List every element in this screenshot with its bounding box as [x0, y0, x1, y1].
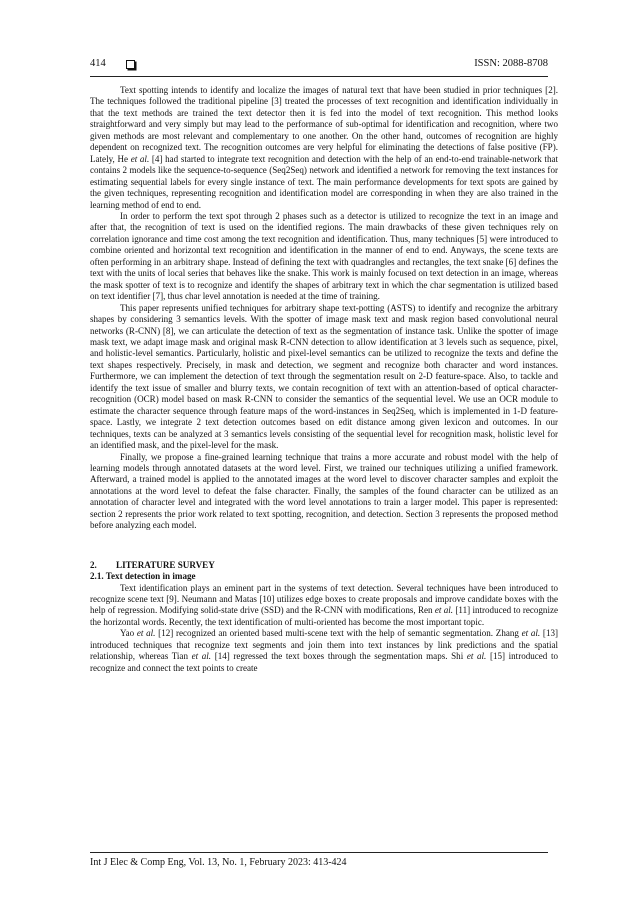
body-paragraph-2: In order to perform the text spot through 2 phases such as a detector is utilized to recognize the text in an image and after that, the recognition of text is used on the identified regions. The main drawbacks of these given techniques rely on correlation ignorance and time cost among the text recognition and identification. Thus, many techniques [5] were introduced to combine oriented and horizontal text recognition and identification in the manner of end to end. Anyways, the scene texts are often performing in an arbitrary shape. Instead of defining the text with quadrangles and rectangles, the text snake [6] defines the text with the units of local series that behaves like the snake. This work is mainly focused on text detection in an image, whereas the mask spotter of text is to recognize and identify the shapes of arbitrary text in which the char segmentation is utilized based on text identifier [7], thus char level annotation is needed at the time of training.	[90, 210, 558, 302]
page-number: 414	[90, 58, 106, 69]
body-paragraph-3: This paper represents unified techniques for arbitrary shape text-potting (ASTS) to identify and recognize the arbitrary shapes by considering 3 semantics levels. With the spotter of image mask text and mask region based convolutional neural networks (R-CNN) [8], we can articulate the detection of text as the segmentation of instance task. Unlike the spotter of image mask text, we adapt image mask and original mask R-CNN detection to allow identification at 3 levels such as sequence, pixel, and holistic-level semantics. Particularly, holistic and pixel-level semantics can be utilized to recognize the texts and define the text shapes respectively. Precisely, in mask and detection, we segment and recognize both character and word instances. Furthermore, we can implement the detection of text through the segmentation result on 2-D feature-space. Also, to tackle and identify the text issue of smaller and blurry texts, we contain recognition of text with an attention-based of optical character-recognition (OCR) model based on mask R-CNN to consider the semantics of the sequential level. We use an OCR module to estimate the character sequence through feature maps of the word-instances in Seq2Seq, which is implemented in 1-D feature-space. Lastly, we integrate 2 text detection outcomes based on edit distance among given lexicon and outcomes. In our techniques, texts can be analyzed at 3 semantics levels consisting of the sequential level for recognition mask, holistic level for an identified mask, and the pixel-level for the mask.	[90, 302, 558, 451]
journal-citation: Int J Elec & Comp Eng, Vol. 13, No. 1, February 2023: 413-424	[90, 857, 347, 868]
body-paragraph-4: Finally, we propose a fine-grained learning technique that trains a more accurate and robust model with the help of learning models through annotated datasets at the word level. First, we trained our techniques utilizing a unified framework. Afterward, a trained model is applied to the annotated images at the word level to discover character samples and exploit the annotations at the word level to defeat the false character. Finally, the samples of the found character can be utilized as an annotation of character level and integrated with the word level annotations to train a larger model. This paper is represented: section 2 represents the prior work related to text spotting, recognition, and detection. Section 3 represents the proposed method before analyzing each model.	[90, 451, 558, 531]
issn-label: ISSN: 2088-8708	[474, 58, 548, 69]
section-gap	[90, 532, 558, 560]
body-paragraph-1: Text spotting intends to identify and localize the images of natural text that have been studied in prior techniques [2]. The techniques followed the traditional pipeline [3] treated the processes of text recognition and identification individually in that the text methods are trained the text detector then it is fed into the model of text recognition. This method looks straightforward and very simply but may lead to the performance of sub-optimal for identification and recognition, where two given methods are most relevant and complementary to one another. On the other hand, outcomes of recognition are highly dependent on recognized text. The recognition outcomes are very helpful for eliminating the detections of false positive (FP). Lately, He et al. [4] had started to integrate text recognition and detection with the help of an end-to-end trainable-network that contains 2 models like the sequence-to-sequence (Seq2Seq) network and identified a network for removing the text instances for estimating sequential labels for every single instance of text. The main performance developments for text spots are gained by the given techniques, representing recognition and identification model are corresponding in when they are also trained in the learning method of end to end.	[90, 85, 559, 210]
section-heading	[90, 560, 558, 571]
section-paragraph-2: Yao et al. [12] recognized an oriented based multi-scene text with the help of semantic segmentation. Zhang et al. [13] introduced techniques that recognize text segments and join them into text instances by link predictions and the spatial relationship, whereas Tian et al. [14] regressed the text boxes through the segmentation maps. Shi et al. [15] introduced to recognize and connect the text points to create	[90, 628, 559, 673]
section-paragraph-1: Text identification plays an eminent part in the systems of text detection. Several techniques have been introduced to recognize scene text [9]. Neumann and Matas [10] utilizes edge boxes to create proposals and improve candidate boxes with the help of regression. Modifying solid-state drive (SSD) and the R-CNN with modifications, Ren et al. [11] introduced to recognize the horizontal words. Recently, the text identification of multi-oriented has become the most important topic.	[90, 582, 559, 627]
page-header	[90, 58, 548, 74]
section-number: 2.	[90, 559, 97, 570]
square-bullet-icon	[126, 60, 135, 69]
footer-rule	[90, 852, 548, 853]
subsection-heading: 2.1. Text detection in image	[90, 571, 196, 582]
header-rule	[90, 76, 548, 77]
section-title: LITERATURE SURVEY	[116, 559, 215, 570]
page-body	[90, 85, 558, 674]
